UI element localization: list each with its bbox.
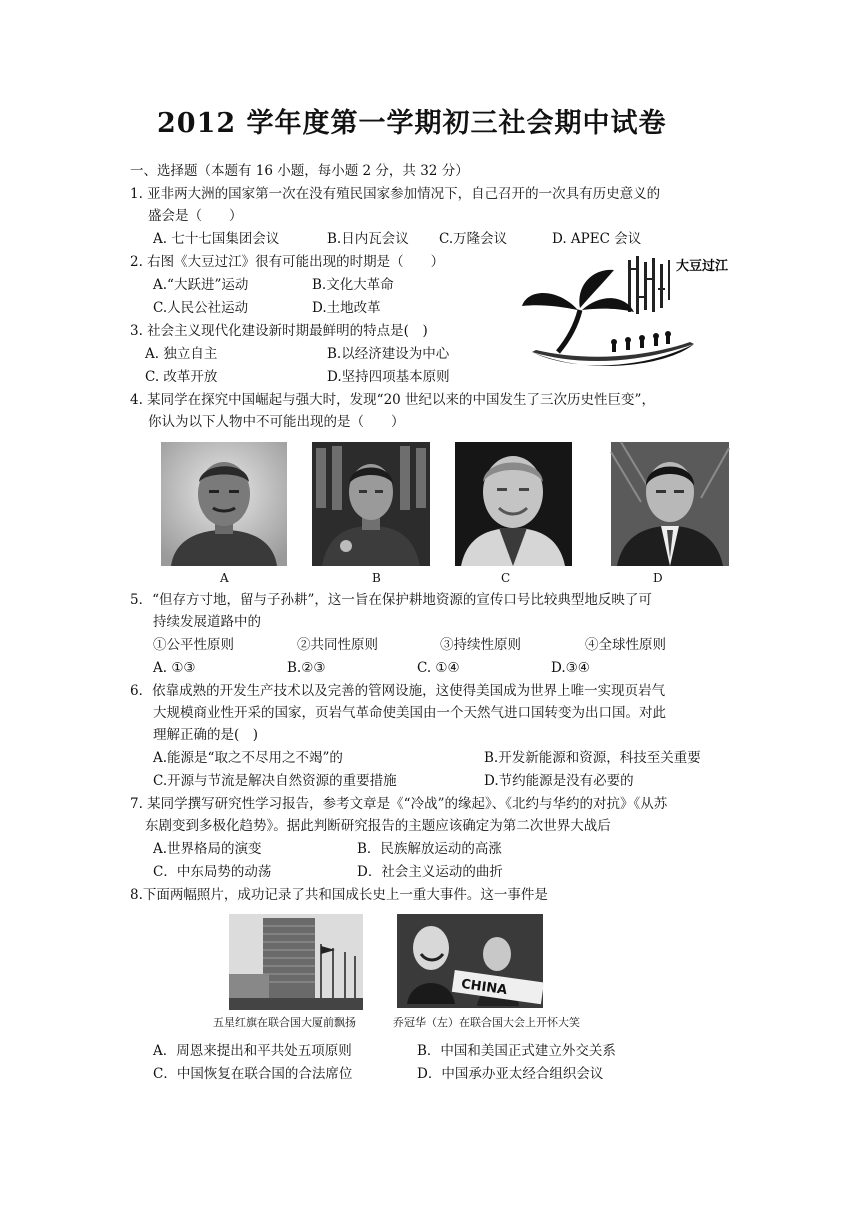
un-assembly-laughing-photo xyxy=(397,914,543,1008)
q1-option-b[interactable]: B.日内瓦会议 xyxy=(327,231,409,247)
q5-option-b[interactable]: B.②③ xyxy=(287,660,326,676)
q1-option-c[interactable]: C.万隆会议 xyxy=(439,231,508,247)
q3-option-d[interactable]: D.坚持四项基本原则 xyxy=(327,369,450,385)
q6-option-c[interactable]: C.开源与节流是解决自然资源的重要措施 xyxy=(153,773,397,789)
q2-option-b[interactable]: B.文化大革命 xyxy=(312,277,394,293)
q5-stem-line2: 持续发展道路中的 xyxy=(153,614,261,630)
portrait-label-a: A xyxy=(220,571,229,585)
q5-option-d[interactable]: D.③④ xyxy=(551,660,590,676)
q6-stem-line2: 大规模商业性开采的国家，页岩气革命使美国由一个天然气进口国转变为出口国。对此 xyxy=(153,705,666,721)
section-header: 一、选择题（本题有 16 小题，每小题 2 分，共 32 分） xyxy=(130,163,469,179)
q7-option-b[interactable]: B．民族解放运动的高涨 xyxy=(357,841,502,857)
portrait-label-d: D xyxy=(653,571,663,585)
q6-option-a[interactable]: A.能源是“取之不尽用之不竭”的 xyxy=(153,750,343,766)
q8-option-c[interactable]: C．中国恢复在联合国的合法席位 xyxy=(153,1066,353,1082)
q5-principle-4: ④全球性原则 xyxy=(585,637,666,653)
cartoon-title-text: 大豆过江 xyxy=(676,259,729,274)
un-building-flag-photo xyxy=(229,914,363,1010)
page-title: 2012 学年度第一学期初三社会期中试卷 xyxy=(157,108,667,139)
q5-option-c[interactable]: C. ①④ xyxy=(417,660,460,676)
q5-principle-3: ③持续性原则 xyxy=(440,637,521,653)
q7-option-d[interactable]: D．社会主义运动的曲折 xyxy=(357,864,503,880)
q5-option-a[interactable]: A. ①③ xyxy=(153,660,196,676)
portrait-photo-a xyxy=(161,442,287,566)
q5-principle-1: ①公平性原则 xyxy=(153,637,234,653)
q2-option-c[interactable]: C.人民公社运动 xyxy=(153,300,249,316)
photo-caption-left: 五星红旗在联合国大厦前飘扬 xyxy=(213,1016,356,1029)
q3-option-c[interactable]: C. 改革开放 xyxy=(145,369,218,385)
q1-option-d[interactable]: D. APEC 会议 xyxy=(552,231,642,247)
q6-stem-line3: 理解正确的是( ) xyxy=(153,727,259,743)
q3-stem: 3. 社会主义现代化建设新时期最鲜明的特点是( ) xyxy=(130,323,428,339)
portrait-label-b: B xyxy=(372,571,381,585)
q1-stem-line2: 盛会是（ ） xyxy=(148,208,243,224)
q8-option-b[interactable]: B．中国和美国正式建立外交关系 xyxy=(417,1043,616,1059)
q4-stem-line1: 4. 某同学在探究中国崛起与强大时，发现“20 世纪以来的中国发生了三次历史性巨变”， xyxy=(130,392,655,408)
q5-principle-2: ②共同性原则 xyxy=(297,637,378,653)
portrait-photo-c xyxy=(455,442,572,566)
china-nameplate-text: CHINA xyxy=(460,976,509,999)
soybean-cartoon-image xyxy=(518,248,729,378)
q3-option-a[interactable]: A. 独立自主 xyxy=(145,346,218,362)
q7-option-a[interactable]: A.世界格局的演变 xyxy=(153,841,262,857)
q6-stem-line1: 6．依靠成熟的开发生产技术以及完善的管网设施，这使得美国成为世界上唯一实现页岩气 xyxy=(130,683,666,699)
q1-option-a[interactable]: A. 七十七国集团会议 xyxy=(153,231,280,247)
q8-stem: 8.下面两幅照片，成功记录了共和国成长史上一重大事件。这一事件是 xyxy=(130,887,548,903)
q7-option-c[interactable]: C．中东局势的动荡 xyxy=(153,864,272,880)
portrait-photo-d xyxy=(611,442,729,566)
q3-option-b[interactable]: B.以经济建设为中心 xyxy=(327,346,450,362)
q6-option-d[interactable]: D.节约能源是没有必要的 xyxy=(484,773,634,789)
photo-caption-right: 乔冠华（左）在联合国大会上开怀大笑 xyxy=(393,1016,580,1029)
portrait-photo-b xyxy=(312,442,430,566)
q7-stem-line1: 7. 某同学撰写研究性学习报告，参考文章是《“冷战”的缘起》、《北约与华约的对抗》《从苏 xyxy=(130,796,668,812)
q2-option-a[interactable]: A.“大跃进”运动 xyxy=(153,277,249,293)
q6-option-b[interactable]: B.开发新能源和资源，科技至关重要 xyxy=(484,750,701,766)
q4-stem-line2: 你认为以下人物中不可能出现的是（ ） xyxy=(148,414,405,430)
q5-stem-line1: 5．“但存方寸地，留与子孙耕”，这一旨在保护耕地资源的宣传口号比较典型地反映了可 xyxy=(130,592,652,608)
portrait-label-c: C xyxy=(501,571,511,585)
q2-option-d[interactable]: D.土地改革 xyxy=(312,300,381,316)
q8-option-d[interactable]: D．中国承办亚太经合组织会议 xyxy=(417,1066,604,1082)
q2-stem: 2. 右图《大豆过江》很有可能出现的时期是（ ） xyxy=(130,254,445,270)
q8-option-a[interactable]: A．周恩来提出和平共处五项原则 xyxy=(153,1043,352,1059)
q1-stem-line1: 1. 亚非两大洲的国家第一次在没有殖民国家参加情况下，自己召开的一次具有历史意义的 xyxy=(130,186,661,202)
q7-stem-line2: 东剧变到多极化趋势》。据此判断研究报告的主题应该确定为第二次世界大战后 xyxy=(145,818,611,834)
